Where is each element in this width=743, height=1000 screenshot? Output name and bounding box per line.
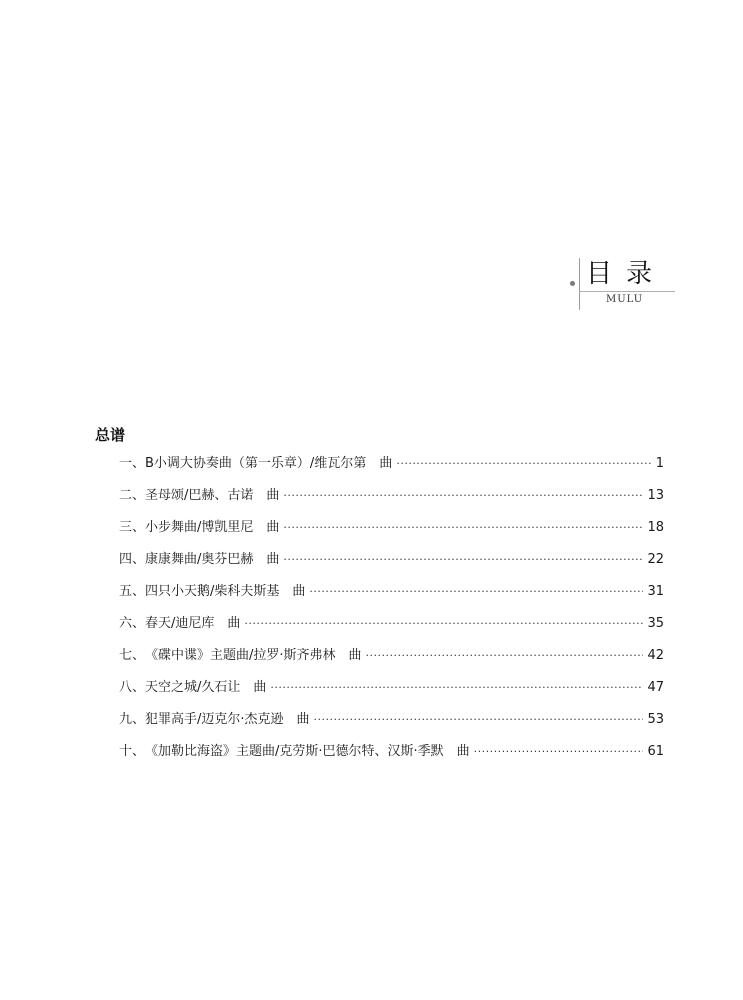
toc-dot-leader (396, 452, 651, 476)
toc-entry-number: 十、 (119, 744, 146, 759)
toc-dot-leader (270, 676, 643, 700)
toc-entry-number: 七、 (119, 648, 146, 663)
toc-entry-page: 31 (647, 584, 664, 599)
toc-dot-leader (474, 740, 644, 764)
toc-entry-number: 六、 (119, 616, 146, 631)
toc-entry-number: 一、 (119, 456, 146, 471)
toc-entry[interactable] (119, 708, 664, 740)
toc-entry-page: 61 (647, 744, 664, 759)
toc-entry-page: 42 (647, 648, 664, 663)
toc-entry[interactable] (119, 676, 664, 708)
toc-entry-number: 五、 (119, 584, 146, 599)
toc-dot-leader (283, 484, 643, 508)
toc-dot-leader (366, 644, 644, 668)
section-title: 总谱 (95, 426, 126, 444)
page-title: 目录 (586, 259, 667, 289)
toc-entry[interactable] (119, 452, 664, 484)
toc-entry-number: 二、 (119, 488, 146, 503)
heading-vertical-rule (579, 258, 580, 310)
toc-entry-title: 康康舞曲/奥芬巴赫 曲 (145, 552, 280, 567)
toc-entry-number: 八、 (119, 680, 146, 695)
toc-entry[interactable] (119, 740, 664, 772)
toc-dot-leader (244, 612, 643, 636)
toc-dot-leader (314, 708, 644, 732)
toc-entry[interactable] (119, 484, 664, 516)
toc-entry-page: 13 (647, 488, 664, 503)
toc-entry[interactable] (119, 580, 664, 612)
toc-entry-number: 四、 (119, 552, 146, 567)
toc-dot-leader (283, 548, 643, 572)
toc-entry-title: 《碟中谍》主题曲/拉罗·斯齐弗林 曲 (145, 648, 362, 663)
toc-heading (566, 258, 676, 312)
toc-entry-title: B小调大协奏曲（第一乐章）/维瓦尔第 曲 (145, 456, 393, 471)
toc-entry-page: 1 (655, 456, 664, 471)
toc-entry-number: 九、 (119, 712, 146, 727)
page-subtitle: MULU (606, 294, 644, 305)
toc-entry-page: 22 (647, 552, 664, 567)
toc-entry-title: 四只小天鹅/柴科夫斯基 曲 (145, 584, 306, 599)
toc-entry-title: 天空之城/久石让 曲 (145, 680, 267, 695)
toc-entry-title: 圣母颂/巴赫、古诺 曲 (145, 488, 280, 503)
toc-entry-page: 47 (647, 680, 664, 695)
toc-entry-title: 春天/迪尼库 曲 (145, 616, 241, 631)
toc-entry-title: 《加勒比海盗》主题曲/克劳斯·巴德尔特、汉斯·季默 曲 (145, 744, 470, 759)
toc-entry[interactable] (119, 644, 664, 676)
toc-entry[interactable] (119, 548, 664, 580)
toc-entry-page: 18 (647, 520, 664, 535)
toc-list (119, 452, 664, 772)
toc-dot-leader (309, 580, 643, 604)
toc-entry[interactable] (119, 612, 664, 644)
toc-entry-page: 53 (647, 712, 664, 727)
toc-entry[interactable] (119, 516, 664, 548)
toc-entry-number: 三、 (119, 520, 146, 535)
toc-dot-leader (283, 516, 643, 540)
heading-horizontal-rule (579, 291, 675, 292)
toc-entry-title: 小步舞曲/博凯里尼 曲 (145, 520, 280, 535)
toc-entry-title: 犯罪高手/迈克尔·杰克逊 曲 (145, 712, 310, 727)
toc-entry-page: 35 (647, 616, 664, 631)
heading-dot-ornament (570, 281, 575, 286)
